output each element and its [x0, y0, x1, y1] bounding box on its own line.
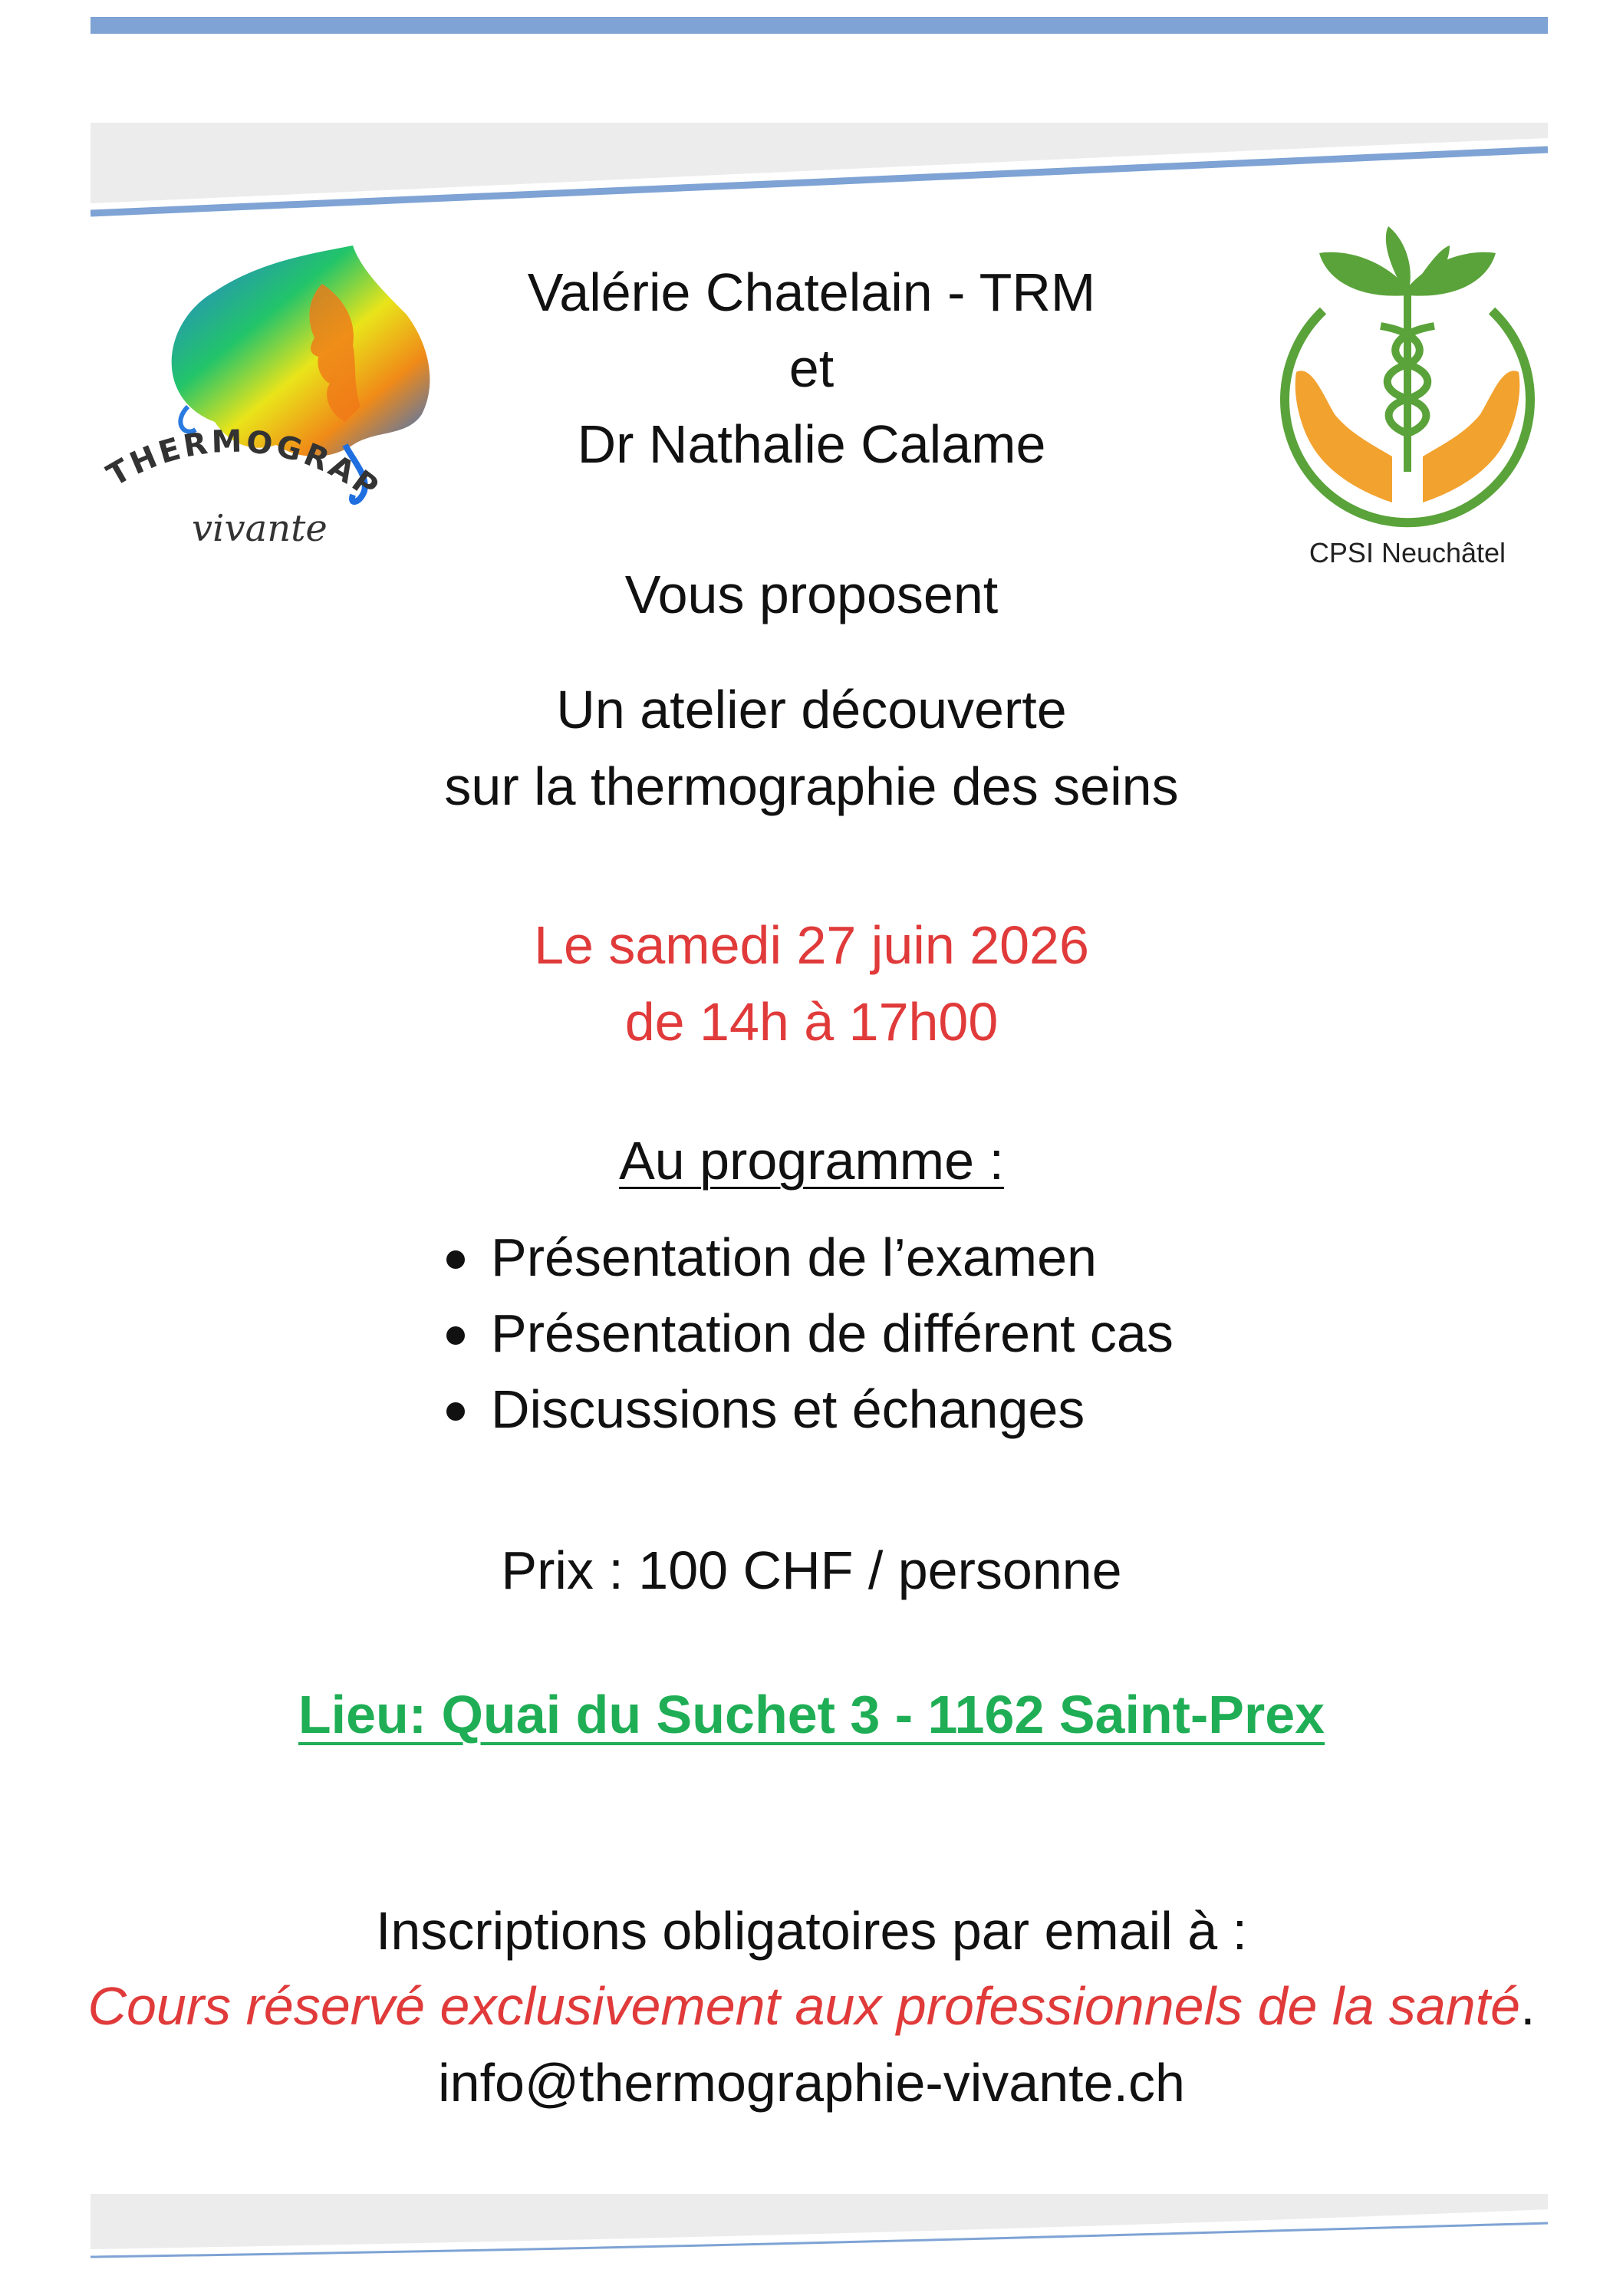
program-item: Présentation de différent cas — [430, 1296, 1174, 1372]
program-list — [430, 1220, 1174, 1448]
names-line-1: Valérie Chatelain - TRM — [527, 262, 1096, 322]
workshop-line-1: Un atelier découverte — [556, 680, 1067, 740]
notice-text: Cours réservé exclusivement aux professionnels de la santé — [87, 1976, 1521, 2036]
email-address[interactable]: info@thermographie-vivante.ch — [438, 2053, 1185, 2113]
date-line-1: Le samedi 27 juin 2026 — [534, 915, 1089, 975]
registration-text: Inscriptions obligatoires par email à : — [375, 1901, 1248, 1961]
program-item: Discussions et échanges — [430, 1372, 1174, 1448]
footer-wave-band — [91, 2194, 1548, 2263]
location-link[interactable]: Lieu: Quai du Suchet 3 - 1162 Saint-Prex — [298, 1685, 1325, 1744]
workshop-line-2: sur la thermographie des seins — [444, 756, 1179, 816]
names-line-3: Dr Nathalie Calame — [577, 414, 1046, 474]
notice-line — [0, 1976, 1623, 2036]
program-title: Au programme : — [619, 1131, 1004, 1191]
header-wave-band — [91, 123, 1548, 226]
top-accent-bar — [91, 17, 1548, 34]
program-item: Présentation de l’examen — [430, 1220, 1174, 1296]
price-text: Prix : 100 CHF / personne — [501, 1540, 1122, 1600]
notice-period: . — [1520, 1976, 1536, 2036]
logo-text-top: THERMOGRAP — [100, 423, 387, 508]
intro-text: Vous proposent — [624, 565, 999, 624]
names-line-2: et — [788, 338, 835, 398]
date-line-2: de 14h à 17h00 — [624, 992, 999, 1052]
logo-text-bottom: vivante — [192, 507, 328, 550]
location-line — [0, 1685, 1623, 1744]
cpsi-label: CPSI Neuchâtel — [1309, 537, 1506, 568]
